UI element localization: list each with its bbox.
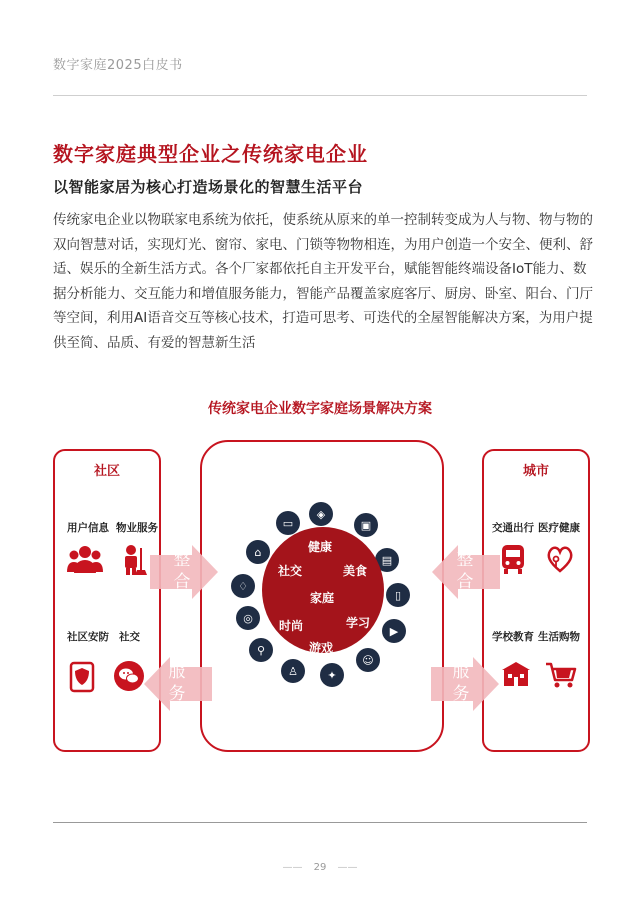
label-community-security: 社区安防 bbox=[67, 631, 109, 643]
center-label-food: 美食 bbox=[343, 564, 368, 578]
wechat-icon bbox=[113, 660, 145, 692]
security-shield-icon bbox=[69, 661, 95, 693]
label-shopping: 生活购物 bbox=[538, 631, 580, 643]
diagram-title: 传统家电企业数字家庭场景解决方案 bbox=[208, 401, 432, 417]
city-panel-title: 城市 bbox=[522, 464, 549, 479]
label-transport: 交通出行 bbox=[492, 522, 534, 534]
users-icon bbox=[67, 545, 103, 575]
body-paragraph: 传统家电企业以物联家电系统为依托，使系统从原来的单一控制转变成为人与物、物与物的双向智慧对话，实现灯光、窗帘、家电、门锁等物物相连，为用户创造一个安全、便利、舒适、娱乐的全新生活方式。各个厂家都依托自主开发平台，赋能智能终端设备IoT能力、数据分析能力、交互能力和增值服务能力，智能产品覆盖家庭客厅、厨房、卧室、阳台、门厅等空间，利用AI语音交互等核心技术，打造可思考、可迭代的全屋智能解决方案，为用户提供至简、品质、有爱的智慧新生活 bbox=[53, 212, 593, 351]
label-property-service: 物业服务 bbox=[116, 522, 158, 534]
video-player-icon: ▶ bbox=[382, 619, 406, 643]
property-worker-icon bbox=[117, 544, 147, 576]
shopping-basket-icon: ⌂ bbox=[246, 540, 270, 564]
page-number: —— 29 —— bbox=[282, 862, 358, 873]
center-label-learning: 学习 bbox=[346, 616, 371, 630]
label-education: 学校教育 bbox=[492, 631, 534, 643]
document-header-title: 数字家庭2025白皮书 bbox=[53, 58, 183, 73]
integrate-arrow-right-text: 整 合 bbox=[456, 550, 474, 592]
device-icon-2: ▣ bbox=[354, 513, 378, 537]
toy-icon: ☺ bbox=[356, 648, 380, 672]
header-divider bbox=[53, 95, 587, 96]
device-icon-5: ⚲ bbox=[249, 638, 273, 662]
community-panel-title: 社区 bbox=[93, 464, 120, 479]
center-label-social: 社交 bbox=[278, 564, 303, 578]
center-label-games: 游戏 bbox=[309, 641, 334, 655]
center-label-fashion: 时尚 bbox=[279, 619, 304, 633]
section-title: 数字家庭典型企业之传统家电企业 bbox=[53, 142, 368, 166]
footer-divider bbox=[53, 822, 587, 823]
center-label-home: 家庭 bbox=[310, 591, 335, 605]
integrate-arrow-left-text: 整 合 bbox=[173, 550, 191, 592]
school-icon bbox=[500, 660, 532, 688]
shopping-cart-icon bbox=[545, 661, 577, 689]
service-arrow-left-text: 服 务 bbox=[168, 662, 186, 704]
label-social: 社交 bbox=[119, 631, 140, 643]
device-icon-3: ▤ bbox=[375, 548, 399, 572]
healthcare-heart-icon bbox=[545, 543, 575, 575]
device-icon-4: ◎ bbox=[236, 606, 260, 630]
service-arrow-right-text: 服 务 bbox=[452, 662, 470, 704]
air-conditioner-icon: ▭ bbox=[276, 511, 300, 535]
section-subtitle: 以智能家居为核心打造场景化的智慧生活平台 bbox=[53, 178, 364, 196]
bus-icon bbox=[500, 543, 526, 575]
bottle-icon: ♢ bbox=[231, 574, 255, 598]
book-icon: ▯ bbox=[386, 583, 410, 607]
dress-icon: ♙ bbox=[281, 659, 305, 683]
center-label-health: 健康 bbox=[308, 540, 333, 554]
label-healthcare: 医疗健康 bbox=[538, 522, 580, 534]
game-controller-icon: ✦ bbox=[320, 663, 344, 687]
device-icon-1: ◈ bbox=[309, 502, 333, 526]
label-user-info: 用户信息 bbox=[67, 522, 109, 534]
